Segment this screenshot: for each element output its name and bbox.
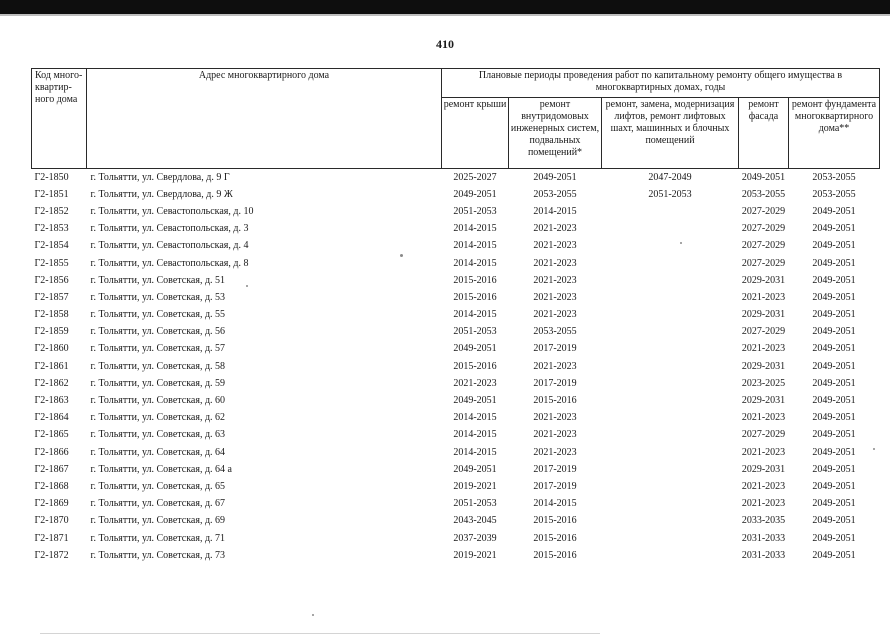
cell-code: Г2-1859 bbox=[34, 326, 69, 338]
cell-address: г. Тольятти, ул. Советская, д. 60 bbox=[90, 395, 226, 407]
cell-facade: 2029-2031 bbox=[741, 274, 786, 286]
table-row bbox=[32, 444, 880, 461]
cell-facade: 2021-2023 bbox=[741, 480, 786, 492]
table-row bbox=[32, 272, 880, 289]
scan-top-edge-shadow bbox=[0, 14, 890, 16]
table-row bbox=[32, 410, 880, 427]
cell-foundation: 2049-2051 bbox=[812, 205, 856, 217]
cell-facade: 2027-2029 bbox=[741, 429, 786, 441]
cell-roof: 2014-2015 bbox=[453, 412, 497, 424]
cell-address: г. Тольятти, ул. Советская, д. 53 bbox=[90, 291, 226, 303]
scan-speck bbox=[246, 285, 248, 287]
cell-systems: 2021-2023 bbox=[533, 360, 577, 372]
cell-foundation: 2049-2051 bbox=[812, 240, 856, 252]
cell-systems: 2017-2019 bbox=[533, 377, 577, 389]
cell-systems: 2017-2019 bbox=[533, 463, 577, 475]
header-row-top bbox=[32, 69, 880, 98]
cell-roof: 2014-2015 bbox=[453, 240, 497, 252]
cell-address: г. Тольятти, ул. Советская, д. 51 bbox=[90, 274, 226, 286]
page-number: 410 bbox=[436, 37, 454, 51]
cell-foundation: 2049-2051 bbox=[812, 532, 856, 544]
cell-foundation: 2049-2051 bbox=[812, 515, 856, 527]
header-code: Код много-квартир-ного дома bbox=[32, 69, 87, 169]
cell-roof: 2014-2015 bbox=[453, 446, 497, 458]
cell-code: Г2-1865 bbox=[34, 429, 69, 441]
header-periods-group: Плановые периоды проведения работ по капитальному ремонту общего имущества в многоквартирных домах, годы bbox=[442, 69, 880, 98]
cell-code: Г2-1852 bbox=[34, 205, 69, 217]
cell-systems: 2021-2023 bbox=[533, 240, 577, 252]
cell-roof: 2049-2051 bbox=[453, 463, 497, 475]
cell-code: Г2-1872 bbox=[34, 549, 69, 561]
cell-code: Г2-1854 bbox=[34, 240, 69, 252]
table-row bbox=[32, 221, 880, 238]
cell-address: г. Тольятти, ул. Советская, д. 55 bbox=[90, 309, 226, 321]
table-row bbox=[32, 513, 880, 530]
cell-foundation: 2049-2051 bbox=[812, 309, 856, 321]
cell-roof: 2014-2015 bbox=[453, 309, 497, 321]
scan-speck bbox=[680, 242, 682, 244]
header-lifts: ремонт, замена, модернизация лифтов, ремонт лифтовых шахт, машинных и блочных помещений bbox=[602, 98, 739, 169]
table-row bbox=[32, 530, 880, 547]
cell-systems: 2015-2016 bbox=[533, 549, 577, 561]
cell-systems: 2015-2016 bbox=[533, 515, 577, 527]
cell-roof: 2025-2027 bbox=[453, 171, 497, 183]
cell-foundation: 2049-2051 bbox=[812, 463, 856, 475]
scan-bottom-mark bbox=[40, 633, 600, 634]
cell-address: г. Тольятти, ул. Свердлова, д. 9 Ж bbox=[90, 188, 233, 200]
header-systems: ремонт внутридомовых инженерных систем, подвальных помещений* bbox=[509, 98, 602, 169]
cell-address: г. Тольятти, ул. Севастопольская, д. 8 bbox=[90, 257, 249, 269]
cell-systems: 2021-2023 bbox=[533, 446, 577, 458]
cell-systems: 2021-2023 bbox=[533, 274, 577, 286]
cell-systems: 2053-2055 bbox=[533, 326, 577, 338]
cell-foundation: 2053-2055 bbox=[812, 188, 856, 200]
cell-facade: 2027-2029 bbox=[741, 240, 786, 252]
cell-roof: 2015-2016 bbox=[453, 274, 497, 286]
cell-code: Г2-1855 bbox=[34, 257, 69, 269]
cell-code: Г2-1858 bbox=[34, 309, 69, 321]
cell-code: Г2-1861 bbox=[34, 360, 69, 372]
cell-address: г. Тольятти, ул. Севастопольская, д. 10 bbox=[90, 205, 254, 217]
cell-systems: 2021-2023 bbox=[533, 257, 577, 269]
cell-facade: 2029-2031 bbox=[741, 309, 786, 321]
cell-roof: 2037-2039 bbox=[453, 532, 497, 544]
cell-foundation: 2049-2051 bbox=[812, 257, 856, 269]
cell-systems: 2021-2023 bbox=[533, 291, 577, 303]
table-row bbox=[32, 289, 880, 306]
cell-code: Г2-1851 bbox=[34, 188, 69, 200]
cell-lifts bbox=[602, 221, 739, 238]
repair-schedule-table bbox=[31, 68, 880, 564]
cell-roof: 2049-2051 bbox=[453, 188, 497, 200]
cell-systems: 2017-2019 bbox=[533, 343, 577, 355]
cell-foundation: 2049-2051 bbox=[812, 480, 856, 492]
cell-lifts bbox=[602, 444, 739, 461]
cell-systems: 2053-2055 bbox=[533, 188, 577, 200]
cell-systems: 2021-2023 bbox=[533, 223, 577, 235]
table-row bbox=[32, 307, 880, 324]
scan-top-edge bbox=[0, 0, 890, 14]
cell-lifts bbox=[602, 272, 739, 289]
cell-roof: 2019-2021 bbox=[453, 480, 497, 492]
cell-foundation: 2049-2051 bbox=[812, 498, 856, 510]
cell-foundation: 2049-2051 bbox=[812, 326, 856, 338]
cell-roof: 2051-2053 bbox=[453, 205, 497, 217]
cell-roof: 2021-2023 bbox=[453, 377, 497, 389]
cell-systems: 2015-2016 bbox=[533, 532, 577, 544]
cell-foundation: 2049-2051 bbox=[812, 412, 856, 424]
cell-lifts bbox=[602, 530, 739, 547]
cell-code: Г2-1860 bbox=[34, 343, 69, 355]
table-row bbox=[32, 186, 880, 203]
cell-facade: 2031-2033 bbox=[741, 549, 786, 561]
table-row bbox=[32, 461, 880, 478]
cell-lifts bbox=[602, 255, 739, 272]
cell-foundation: 2049-2051 bbox=[812, 223, 856, 235]
table-row bbox=[32, 238, 880, 255]
cell-address: г. Тольятти, ул. Советская, д. 73 bbox=[90, 549, 226, 561]
cell-foundation: 2049-2051 bbox=[812, 429, 856, 441]
cell-foundation: 2049-2051 bbox=[812, 291, 856, 303]
cell-systems: 2021-2023 bbox=[533, 429, 577, 441]
cell-roof: 2051-2053 bbox=[453, 326, 497, 338]
table-row bbox=[32, 496, 880, 513]
cell-facade: 2021-2023 bbox=[741, 291, 786, 303]
cell-address: г. Тольятти, ул. Советская, д. 71 bbox=[90, 532, 226, 544]
cell-facade: 2021-2023 bbox=[741, 498, 786, 510]
scan-speck bbox=[873, 448, 875, 450]
table-body bbox=[32, 169, 880, 565]
table-row bbox=[32, 169, 880, 187]
cell-roof: 2019-2021 bbox=[453, 549, 497, 561]
cell-address: г. Тольятти, ул. Севастопольская, д. 3 bbox=[90, 223, 249, 235]
cell-lifts bbox=[602, 478, 739, 495]
header-foundation: ремонт фундамента многоквартирного дома** bbox=[789, 98, 880, 169]
cell-address: г. Тольятти, ул. Советская, д. 58 bbox=[90, 360, 226, 372]
cell-facade: 2023-2025 bbox=[741, 377, 786, 389]
cell-foundation: 2049-2051 bbox=[812, 395, 856, 407]
cell-code: Г2-1862 bbox=[34, 377, 69, 389]
cell-systems: 2021-2023 bbox=[533, 309, 577, 321]
cell-lifts bbox=[602, 375, 739, 392]
cell-foundation: 2049-2051 bbox=[812, 446, 856, 458]
cell-code: Г2-1866 bbox=[34, 446, 69, 458]
cell-code: Г2-1871 bbox=[34, 532, 69, 544]
cell-foundation: 2049-2051 bbox=[812, 377, 856, 389]
table-row bbox=[32, 392, 880, 409]
cell-facade: 2021-2023 bbox=[741, 412, 786, 424]
table-row bbox=[32, 427, 880, 444]
cell-code: Г2-1850 bbox=[34, 171, 69, 183]
cell-facade: 2027-2029 bbox=[741, 205, 786, 217]
cell-lifts bbox=[602, 513, 739, 530]
cell-lifts bbox=[602, 496, 739, 513]
cell-facade: 2029-2031 bbox=[741, 395, 786, 407]
table-row bbox=[32, 375, 880, 392]
cell-facade: 2049-2051 bbox=[741, 171, 786, 183]
cell-address: г. Тольятти, ул. Свердлова, д. 9 Г bbox=[90, 171, 230, 183]
header-roof: ремонт крыши bbox=[442, 98, 509, 169]
cell-facade: 2021-2023 bbox=[741, 343, 786, 355]
cell-address: г. Тольятти, ул. Советская, д. 62 bbox=[90, 412, 226, 424]
cell-facade: 2027-2029 bbox=[741, 223, 786, 235]
cell-code: Г2-1853 bbox=[34, 223, 69, 235]
cell-code: Г2-1867 bbox=[34, 463, 69, 475]
cell-code: Г2-1857 bbox=[34, 291, 69, 303]
cell-foundation: 2053-2055 bbox=[812, 171, 856, 183]
cell-facade: 2029-2031 bbox=[741, 463, 786, 475]
cell-facade: 2027-2029 bbox=[741, 326, 786, 338]
table-row bbox=[32, 358, 880, 375]
cell-lifts bbox=[602, 392, 739, 409]
cell-code: Г2-1864 bbox=[34, 412, 69, 424]
cell-foundation: 2049-2051 bbox=[812, 343, 856, 355]
cell-roof: 2014-2015 bbox=[453, 429, 497, 441]
cell-lifts bbox=[602, 461, 739, 478]
cell-facade: 2027-2029 bbox=[741, 257, 786, 269]
cell-facade: 2033-2035 bbox=[741, 515, 786, 527]
cell-roof: 2015-2016 bbox=[453, 291, 497, 303]
cell-roof: 2014-2015 bbox=[453, 257, 497, 269]
cell-code: Г2-1856 bbox=[34, 274, 69, 286]
cell-code: Г2-1868 bbox=[34, 480, 69, 492]
cell-address: г. Тольятти, ул. Советская, д. 64 а bbox=[90, 463, 232, 475]
cell-roof: 2049-2051 bbox=[453, 343, 497, 355]
cell-foundation: 2049-2051 bbox=[812, 360, 856, 372]
cell-code: Г2-1869 bbox=[34, 498, 69, 510]
cell-address: г. Тольятти, ул. Советская, д. 63 bbox=[90, 429, 226, 441]
cell-address: г. Тольятти, ул. Советская, д. 57 bbox=[90, 343, 226, 355]
table-row bbox=[32, 341, 880, 358]
table-row bbox=[32, 255, 880, 272]
table-row bbox=[32, 203, 880, 220]
cell-foundation: 2049-2051 bbox=[812, 549, 856, 561]
cell-address: г. Тольятти, ул. Советская, д. 64 bbox=[90, 446, 226, 458]
scan-speck bbox=[400, 254, 403, 257]
cell-systems: 2021-2023 bbox=[533, 412, 577, 424]
table-row bbox=[32, 547, 880, 564]
cell-lifts bbox=[602, 410, 739, 427]
cell-roof: 2015-2016 bbox=[453, 360, 497, 372]
cell-code: Г2-1870 bbox=[34, 515, 69, 527]
cell-lifts bbox=[602, 324, 739, 341]
cell-address: г. Тольятти, ул. Севастопольская, д. 4 bbox=[90, 240, 249, 252]
cell-lifts bbox=[602, 307, 739, 324]
table-row bbox=[32, 324, 880, 341]
cell-lifts bbox=[602, 427, 739, 444]
cell-roof: 2014-2015 bbox=[453, 223, 497, 235]
cell-facade: 2029-2031 bbox=[741, 360, 786, 372]
cell-lifts: 2047-2049 bbox=[648, 171, 692, 183]
cell-address: г. Тольятти, ул. Советская, д. 67 bbox=[90, 498, 226, 510]
cell-systems: 2014-2015 bbox=[533, 498, 577, 510]
cell-lifts: 2051-2053 bbox=[648, 188, 692, 200]
cell-code: Г2-1863 bbox=[34, 395, 69, 407]
cell-address: г. Тольятти, ул. Советская, д. 65 bbox=[90, 480, 226, 492]
cell-lifts bbox=[602, 358, 739, 375]
cell-lifts bbox=[602, 341, 739, 358]
cell-lifts bbox=[602, 203, 739, 220]
cell-address: г. Тольятти, ул. Советская, д. 69 bbox=[90, 515, 226, 527]
cell-roof: 2049-2051 bbox=[453, 395, 497, 407]
cell-lifts bbox=[602, 238, 739, 255]
cell-systems: 2015-2016 bbox=[533, 395, 577, 407]
cell-address: г. Тольятти, ул. Советская, д. 59 bbox=[90, 377, 226, 389]
cell-facade: 2021-2023 bbox=[741, 446, 786, 458]
cell-lifts bbox=[602, 289, 739, 306]
header-facade: ремонт фасада bbox=[739, 98, 789, 169]
cell-roof: 2043-2045 bbox=[453, 515, 497, 527]
cell-foundation: 2049-2051 bbox=[812, 274, 856, 286]
cell-facade: 2053-2055 bbox=[741, 188, 786, 200]
table-row bbox=[32, 478, 880, 495]
cell-systems: 2017-2019 bbox=[533, 480, 577, 492]
scan-speck bbox=[312, 614, 314, 616]
cell-systems: 2049-2051 bbox=[533, 171, 577, 183]
cell-address: г. Тольятти, ул. Советская, д. 56 bbox=[90, 326, 226, 338]
header-address: Адрес многоквартирного дома bbox=[87, 69, 442, 169]
cell-lifts bbox=[602, 547, 739, 564]
cell-systems: 2014-2015 bbox=[533, 205, 577, 217]
cell-facade: 2031-2033 bbox=[741, 532, 786, 544]
cell-roof: 2051-2053 bbox=[453, 498, 497, 510]
